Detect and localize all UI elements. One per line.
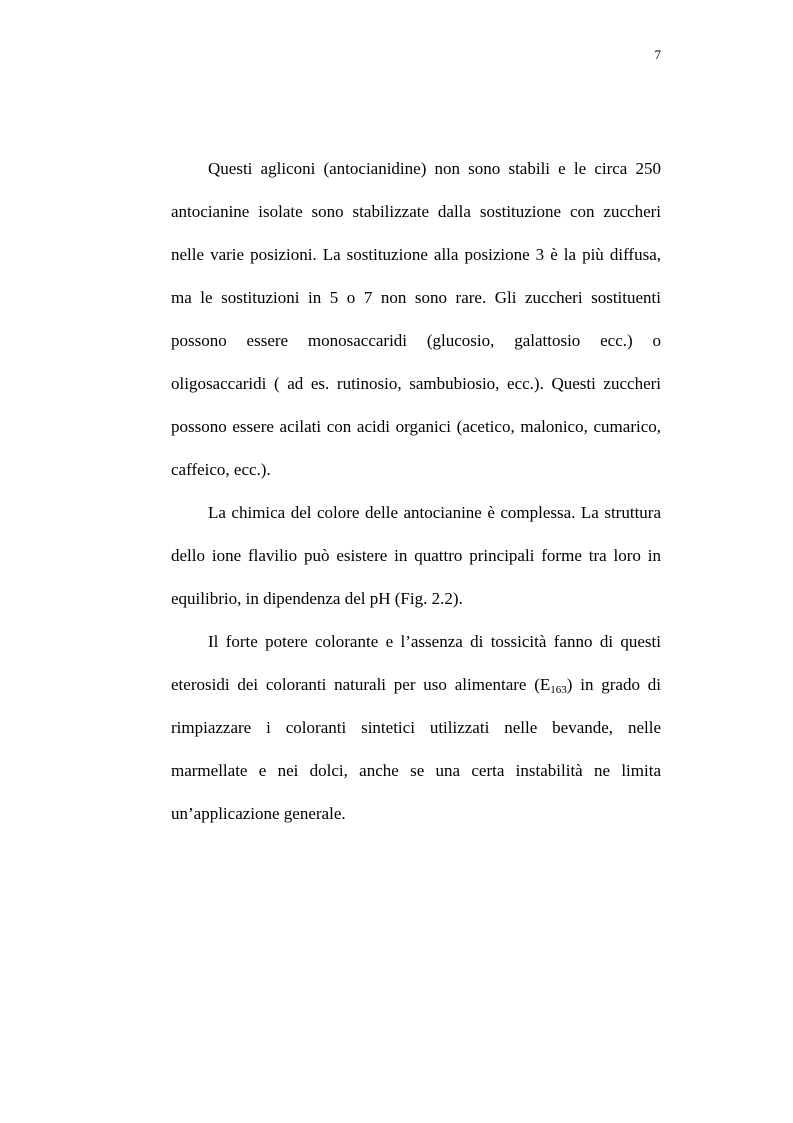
paragraph-1: Questi agliconi (antocianidine) non sono stabili e le circa 250 antocianine isolate sono stabilizzate dalla sostituzione con zuccheri nelle varie posizioni. La sostituzione alla posizione 3 è la più diffusa, ma le sostituzioni in 5 o 7 non sono rare. Gli zuccheri sostituenti possono essere monosaccaridi (glucosio, galattosio ecc.) o oligosaccaridi ( ad es. rutinosio, sambubiosio, ecc.). Questi zuccheri possono essere acilati con acidi organici (acetico, malonico, cumarico, caffeico, ecc.). [171,159,661,479]
page-number: 7 [654,47,661,62]
paragraph-3 [171,620,661,835]
paragraph-3-text-after: ) in grado di rimpiazzare i coloranti sintetici utilizzati nelle bevande, nelle marmellate e nei dolci, anche se una certa instabilità ne limita un’applicazione generale. [171,675,661,823]
paragraph-3-text-before: Il forte potere colorante e l’assenza di tossicità fanno di questi eterosidi dei coloranti naturali per uso alimentare (E [171,632,661,694]
paragraph-2: La chimica del colore delle antocianine è complessa. La struttura dello ione flavilio può esistere in quattro principali forme tra loro in equilibrio, in dipendenza del pH (Fig. 2.2). [171,503,661,608]
document-body [171,147,661,835]
e-number-subscript: 163 [550,684,567,696]
